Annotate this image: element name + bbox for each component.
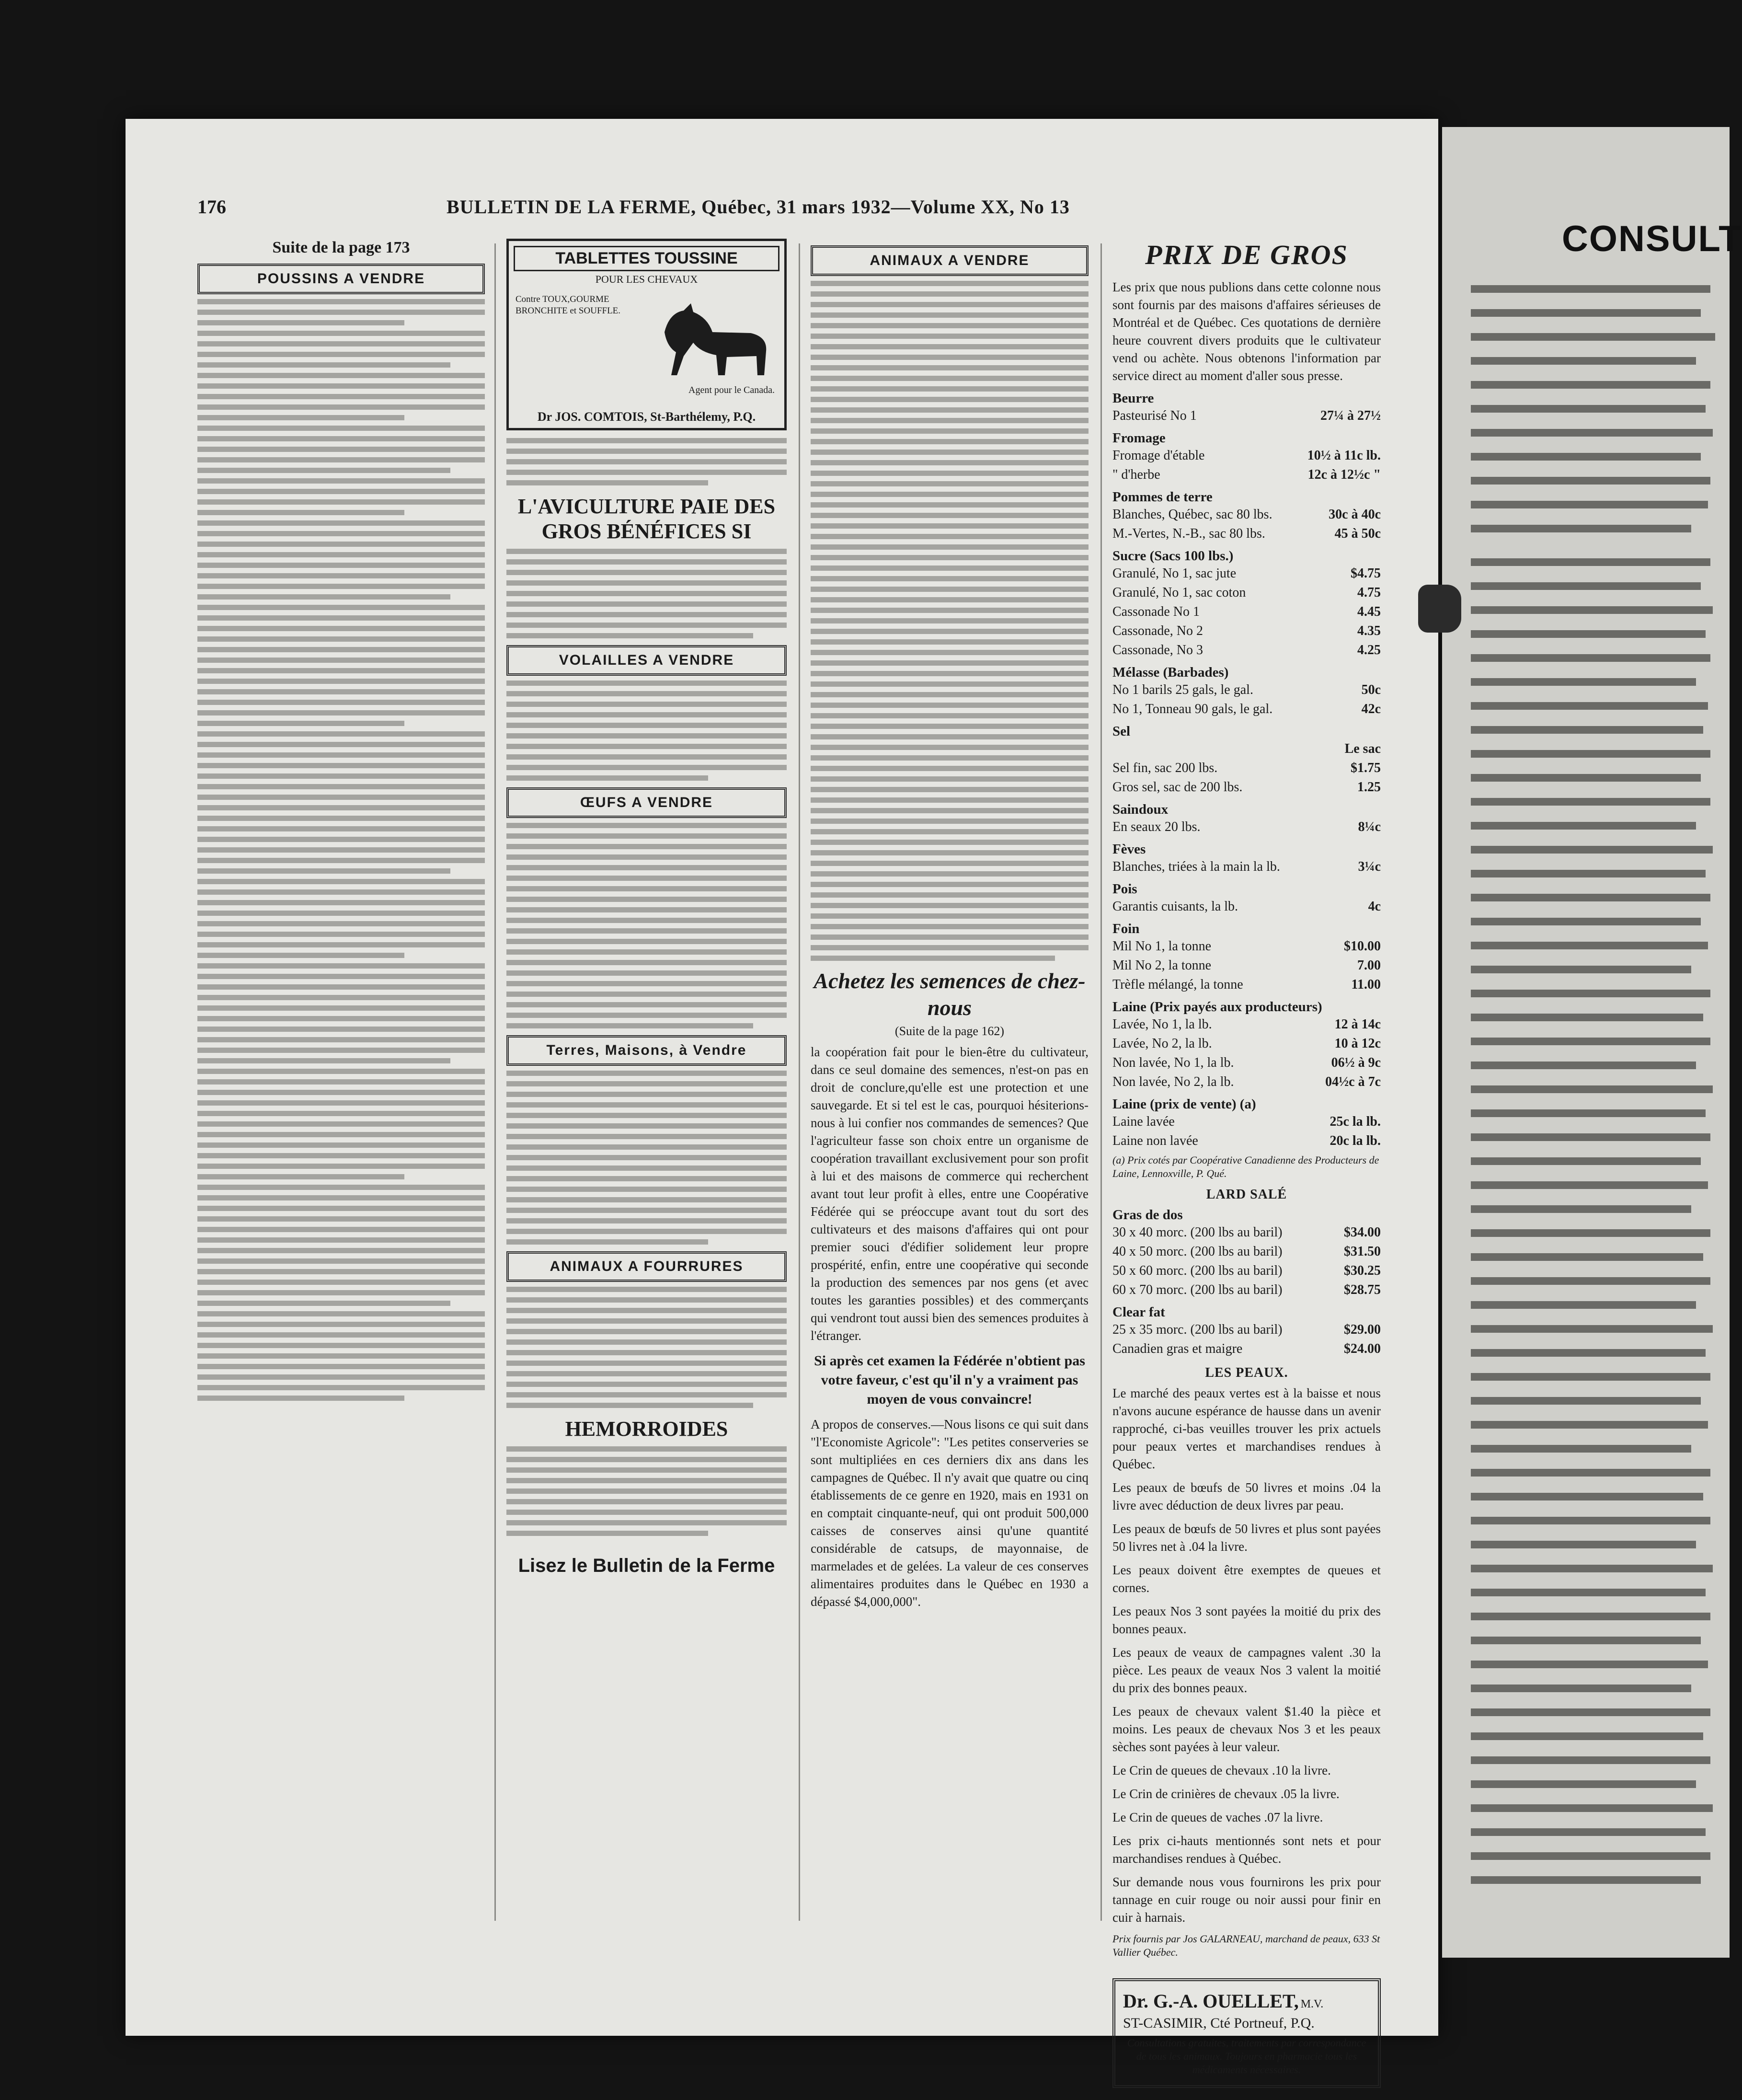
price-list [1112,391,1381,1151]
price-row [1112,1339,1381,1359]
price-value: 06½ à 9c [1331,1055,1381,1070]
section-header-oeufs: ŒUFS A VENDRE [506,787,787,818]
price-table [1112,739,1381,797]
price-table [1112,818,1381,837]
price-value: 7.00 [1357,958,1381,973]
hemorroides-headline: HEMORROIDES [565,1417,728,1441]
price-value: 4c [1368,899,1381,914]
column-rule [494,243,496,1921]
price-row [1112,700,1381,719]
price-item: Laine lavée [1112,1114,1175,1129]
peaux-paragraph: Sur demande nous vous fournirons les prix pour tannage en cuir rouge ou noir aussi pour finir en cuir à harnais. [1112,1875,1381,1925]
price-item: 30 x 40 morc. (200 lbs au baril) [1112,1225,1283,1240]
peaux-paragraph: Les peaux de chevaux valent $1.40 la pièce et moins. Les peaux de chevaux Nos 3 et les peaux sèches sont payées à leur valeur. [1112,1704,1381,1754]
price-row [1112,1242,1381,1261]
price-value: 30c à 40c [1329,507,1381,522]
price-item: Mil No 1, la tonne [1112,939,1212,954]
price-table [1112,446,1381,485]
conserves-article: A propos de conserves.—Nous lisons ce qui suit dans "l'Economiste Agricole": "Les petites conserveries se sont multipliées en ces derniers dix ans dans les campagnes de Québec. Il n'y avait que quatre ou cinq établissements de ce genre en 1920, mais en 1931 on en comptait cinquante-neuf, qui ont produit 500,000 caisses de conserves ainsi qu'une quantité considérable de catsups, de mayonnaise, de marmelades et de gelées. La valeur de ces conserves alimentaires produites dans le Québec en 1930 a dépassé $4,000,000". [811,1417,1089,1609]
card-location: ST-CASIMIR, Cté Portneuf, P.Q. [1123,2015,1315,2031]
lard-price-list [1112,1207,1381,1359]
price-row [1112,622,1381,641]
price-item: Non lavée, No 1, la lb. [1112,1055,1234,1070]
peaux-paragraph: Les peaux de bœufs de 50 livres et moins .04 la livre avec déduction de deux livres par peau. [1112,1480,1381,1512]
price-group-title: Fromage [1112,430,1166,446]
price-item: 60 x 70 morc. (200 lbs au baril) [1112,1282,1283,1297]
achetez-headline: Achetez les semences de chez-nous [814,969,1086,1020]
binder-clip [1418,585,1461,633]
price-value: 4.45 [1357,604,1381,619]
price-value: $30.25 [1344,1263,1381,1278]
price-value: 11.00 [1351,977,1381,992]
price-item: No 1, Tonneau 90 gals, le gal. [1112,702,1273,716]
price-row [1112,937,1381,956]
ad-title: TABLETTES TOUSSINE [514,246,779,271]
price-value: 45 à 50c [1334,526,1381,541]
price-group-title: Foin [1112,921,1140,936]
price-value: 12 à 14c [1334,1017,1381,1032]
price-group-title: Laine (Prix payés aux producteurs) [1112,999,1322,1015]
price-value: $24.00 [1344,1341,1381,1356]
horse-illustration [655,299,775,380]
price-row [1112,505,1381,524]
price-row [1112,1131,1381,1151]
price-table [1112,1223,1381,1300]
price-row [1112,956,1381,975]
price-value: $10.00 [1344,939,1381,954]
price-item: Cassonade, No 3 [1112,643,1203,658]
ad-agent: Agent pour le Canada. [688,385,775,395]
price-table [1112,681,1381,719]
column-poussins [197,239,485,1408]
price-row [1112,564,1381,583]
price-value: 4.25 [1357,643,1381,658]
price-table [1112,406,1381,426]
column-rule [1100,243,1102,1921]
ad-maker: Dr JOS. COMTOIS, St-Barthélemy, P.Q. [537,410,756,424]
price-value: 1.25 [1357,780,1381,795]
ouellet-business-card [1112,1978,1381,2088]
price-item: Mil No 2, la tonne [1112,958,1212,973]
price-value: 10 à 12c [1334,1036,1381,1051]
price-row [1112,975,1381,994]
price-table [1112,1015,1381,1092]
price-item: " d'herbe [1112,467,1160,482]
peaux-source: Prix fournis par Jos GALARNEAU, marchand de peaux, 633 St Vallier Québec. [1112,1933,1380,1958]
price-row [1112,1053,1381,1073]
price-row [1112,1223,1381,1242]
lisez-slogan: Lisez le Bulletin de la Ferme [518,1555,775,1576]
price-row [1112,857,1381,877]
card-suffix: M.V. [1300,1998,1324,2010]
price-group-title: Fèves [1112,842,1146,857]
price-value: $28.75 [1344,1282,1381,1297]
price-group-title: Pois [1112,881,1137,897]
price-value: 3¼c [1358,859,1381,874]
running-title: BULLETIN DE LA FERME, Québec, 31 mars 1932—Volume XX, No 13 [447,196,1070,218]
price-item: Trèfle mélangé, la tonne [1112,977,1243,992]
peaux-paragraph: Le Crin de queues de vaches .07 la livre. [1112,1810,1323,1824]
federee-note: Si après cet examen la Fédérée n'obtient pas votre faveur, c'est qu'il n'y a vraiment pas moyen de vous convaincre! [814,1353,1085,1407]
peaux-paragraph: Le Crin de queues de chevaux .10 la livre. [1112,1763,1331,1777]
continued-from: Suite de la page 173 [272,239,410,256]
column-ads [506,239,787,1577]
lard-sale-title: LARD SALÉ [1206,1187,1287,1202]
price-group-title: Beurre [1112,391,1154,406]
peaux-paragraph: Les peaux de veaux de campagnes valent .30 la pièce. Les peaux de veaux Nos 3 valent la moitié du prix des bonnes peaux. [1112,1645,1381,1695]
toussine-advertisement [506,239,787,430]
page-number: 176 [197,196,226,218]
price-row [1112,1073,1381,1092]
column-rule [799,243,800,1921]
price-group-title: Sucre (Sacs 100 lbs.) [1112,548,1234,564]
price-row [1112,641,1381,660]
price-value: 4.35 [1357,623,1381,638]
price-item: Garantis cuisants, la lb. [1112,899,1238,914]
price-row [1112,446,1381,465]
price-value: 12c à 12½c " [1307,467,1381,482]
classified-listings [197,299,485,1401]
price-group-title: Sel [1112,724,1131,739]
price-value: 10½ à 11c lb. [1307,448,1381,463]
price-item: No 1 barils 25 gals, le gal. [1112,682,1253,697]
section-header-animaux: ANIMAUX A VENDRE [811,245,1089,276]
price-value: $34.00 [1344,1225,1381,1240]
price-item: Sel fin, sac 200 lbs. [1112,761,1218,775]
price-group-title: Saindoux [1112,802,1169,817]
peaux-title: LES PEAUX. [1205,1365,1288,1380]
price-value: 27¼ à 27½ [1320,408,1381,423]
price-table [1112,564,1381,660]
adjacent-page [1442,127,1742,1958]
price-row [1112,759,1381,778]
section-header-poussins: POUSSINS A VENDRE [197,264,485,294]
price-row [1112,739,1381,759]
price-row [1112,1261,1381,1281]
price-item: 40 x 50 morc. (200 lbs au baril) [1112,1244,1283,1259]
price-row [1112,583,1381,602]
price-row [1112,897,1381,916]
price-row [1112,1112,1381,1131]
price-item: Lavée, No 2, la lb. [1112,1036,1212,1051]
column-animaux [811,239,1089,1616]
price-row [1112,1281,1381,1300]
price-item: Canadien gras et maigre [1112,1341,1243,1356]
card-note: Consultations gratuites, traitements par correspondance de tous les animaux. Toujours en pharmacie tous les médicaments nécessaires. [1127,2037,1366,2076]
price-value: 50c [1361,682,1381,697]
price-value: Le sac [1344,741,1381,756]
ad-lead: Contre TOUX,GOURME BRONCHITE et SOUFFLE. [516,294,621,316]
adjacent-page-title: CONSULT [1562,219,1742,259]
price-table [1112,505,1381,543]
price-group-title: Mélasse (Barbades) [1112,665,1229,680]
price-row [1112,465,1381,485]
price-row [1112,602,1381,622]
card-name: Dr. G.-A. OUELLET, [1123,1990,1299,2012]
price-row [1112,1320,1381,1339]
price-item: Fromage d'étable [1112,448,1205,463]
ad-subtitle: POUR LES CHEVAUX [595,273,698,285]
price-group-title: Laine (prix de vente) (a) [1112,1096,1256,1112]
peaux-paragraph: Les peaux Nos 3 sont payées la moitié du prix des bonnes peaux. [1112,1604,1381,1636]
price-value: 04½c à 7c [1325,1074,1381,1089]
price-table [1112,1112,1381,1151]
price-table [1112,897,1381,916]
price-item: Lavée, No 1, la lb. [1112,1017,1212,1032]
laine-note: (a) Prix cotés par Coopérative Canadienne des Producteurs de Laine, Lennoxville, P. Qué. [1112,1154,1379,1179]
price-table [1112,1320,1381,1359]
price-group-title: Clear fat [1112,1304,1165,1320]
price-row [1112,778,1381,797]
price-table [1112,857,1381,877]
price-row [1112,406,1381,426]
peaux-paragraph: Les peaux de bœufs de 50 livres et plus sont payées 50 livres net à .04 la livre. [1112,1522,1381,1554]
section-header-fourrures: ANIMAUX A FOURRURES [506,1251,787,1282]
prix-intro: Les prix que nous publions dans cette colonne nous sont fournis par des maisons d'affaires sérieuses de Montréal et de Québec. Ces quotations de dernière heure couvrent divers produits que le cultivateur vend ou achète. Nous obtenons l'information par service direct au moment d'aller sous presse. [1112,280,1381,383]
price-value: 4.75 [1357,585,1381,600]
aviculture-headline: L'AVICULTURE PAIE DES GROS BÉNÉFICES SI [517,495,776,543]
price-item: M.-Vertes, N.-B., sac 80 lbs. [1112,526,1265,541]
prix-de-gros-title: PRIX DE GROS [1145,239,1348,270]
price-value: $1.75 [1351,761,1381,775]
price-item: Granulé, No 1, sac jute [1112,566,1237,581]
price-item [1112,739,1322,759]
price-item: Granulé, No 1, sac coton [1112,585,1246,600]
peaux-paragraph: Les prix ci-hauts mentionnés sont nets et pour marchandises rendues à Québec. [1112,1834,1381,1866]
price-row [1112,818,1381,837]
peaux-paragraph: Les peaux doivent être exemptes de queues et cornes. [1112,1563,1381,1595]
price-value: $4.75 [1351,566,1381,581]
price-item: Blanches, Québec, sac 80 lbs. [1112,507,1272,522]
achetez-continued: (Suite de la page 162) [894,1024,1005,1038]
price-group-title: Gras de dos [1112,1207,1183,1223]
price-table [1112,937,1381,994]
price-item: 25 x 35 morc. (200 lbs au baril) [1112,1322,1283,1337]
price-item: Gros sel, sac de 200 lbs. [1112,780,1243,795]
price-row [1112,524,1381,543]
price-value: 8¼c [1358,819,1381,834]
peaux-article [1112,1385,1381,1927]
price-item: Blanches, triées à la main la lb. [1112,859,1280,874]
price-item: Cassonade, No 2 [1112,623,1203,638]
price-value: $31.50 [1344,1244,1381,1259]
price-value: 42c [1361,702,1381,716]
price-item: 50 x 60 morc. (200 lbs au baril) [1112,1263,1283,1278]
price-row [1112,1034,1381,1053]
section-header-volailles: VOLAILLES A VENDRE [506,645,787,676]
peaux-paragraph: Le Crin de crinières de chevaux .05 la livre. [1112,1787,1340,1801]
achetez-body: la coopération fait pour le bien-être du cultivateur, dans ce seul domaine des semences, n'est-on pas en droit de conclure,qu'elle est une protection et une sauvegarde. Et si tel est le cas, pourquoi hésiterions-nous à lui confier nos commandes de semences? Que l'agriculteur fasse son choix entre un organisme de coopération travaillant exclusivement pour son profit à lui et des maisons de commerce qui recherchent avant tout leur profit à elles, entre une Coopérative Fédérée qui se préoccupe avant tout du sort des cultivateurs et des maisons d'affaires qui ont pour premier souci d'édifier solidement leur propre prospérité, enfin, entre une coopérative qui seconde la production des semences par nos gens (et avec toutes les garanties possibles) et des commerçants qui vendront tout aussi bien des semences produites à l'étranger. [811,1045,1089,1343]
price-item: En seaux 20 lbs. [1112,819,1201,834]
price-row [1112,1015,1381,1034]
page-header [197,196,1366,219]
price-item: Pasteurisé No 1 [1112,408,1197,423]
peaux-paragraph: Le marché des peaux vertes est à la baisse et nous n'avons aucune espérance de hausse dans un avenir rapproché, ci-bas veuilles trouver les prix actuels pour peaux vertes et marchandises rendues à Québec. [1112,1386,1381,1471]
price-item: Non lavée, No 2, la lb. [1112,1074,1234,1089]
price-item: Cassonade No 1 [1112,604,1200,619]
column-prix-de-gros [1112,239,1381,2088]
section-header-terres: Terres, Maisons, à Vendre [506,1035,787,1066]
price-value: 20c la lb. [1329,1133,1381,1148]
newspaper-page [126,119,1438,2076]
price-group-title: Pommes de terre [1112,489,1213,505]
price-row [1112,681,1381,700]
price-item: Laine non lavée [1112,1133,1198,1148]
price-value: $29.00 [1344,1322,1381,1337]
price-value: 25c la lb. [1329,1114,1381,1129]
